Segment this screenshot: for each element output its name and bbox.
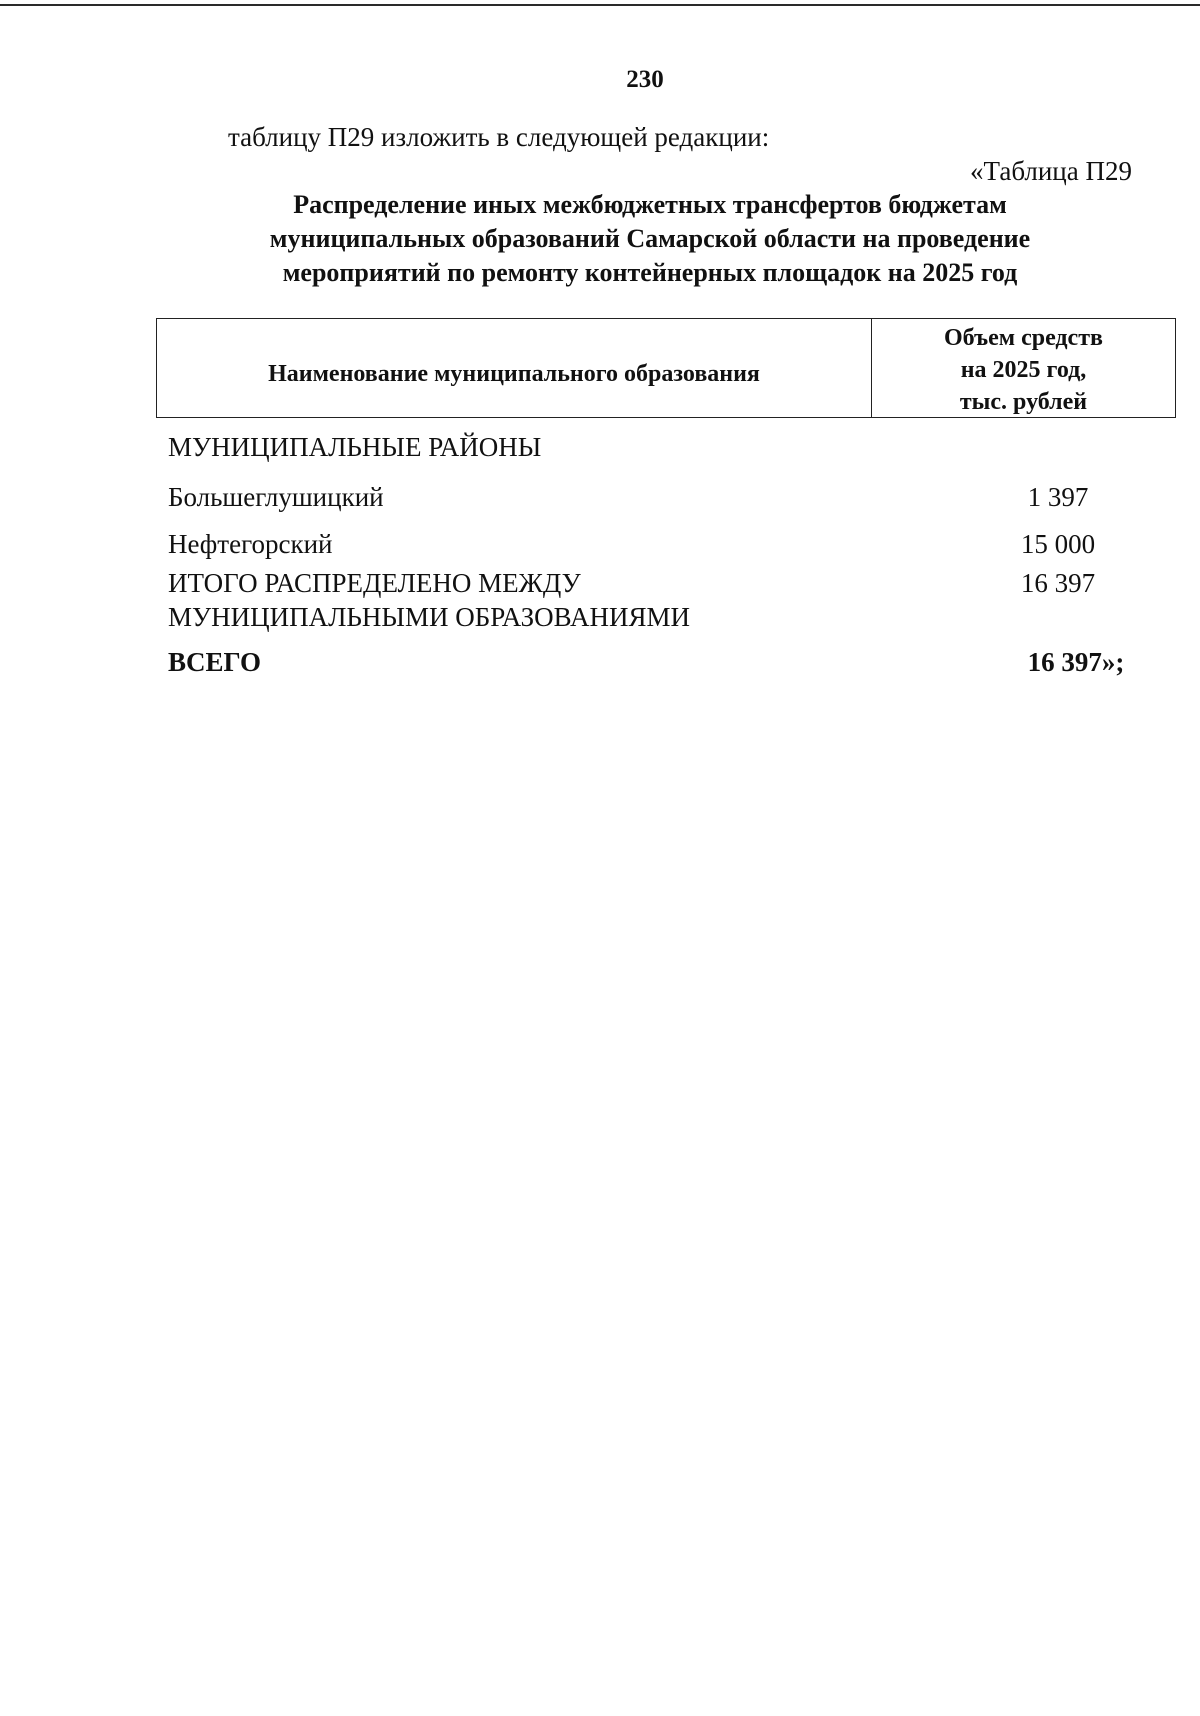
header-volume-line: Объем средств	[944, 325, 1103, 351]
header-volume-column	[872, 319, 1175, 417]
section-heading-label: МУНИЦИПАЛЬНЫЕ РАЙОНЫ	[168, 432, 542, 462]
document-title	[140, 188, 1160, 290]
total-name: ВСЕГО	[168, 647, 262, 677]
total-value: 16 397»;	[1027, 647, 1125, 677]
subtotal-name-line: МУНИЦИПАЛЬНЫМИ ОБРАЗОВАНИЯМИ	[168, 602, 690, 632]
subtotal-value: 16 397	[1020, 568, 1096, 598]
page-number: 230	[626, 66, 664, 93]
intro-text: таблицу П29 изложить в следующей редакции:	[228, 122, 770, 152]
row-value: 15 000	[1020, 529, 1096, 559]
row-name: Большеглушицкий	[168, 482, 384, 512]
title-line: муниципальных образований Самарской области на проведение	[269, 224, 1031, 253]
title-line: Распределение иных межбюджетных трансфертов бюджетам	[293, 190, 1007, 219]
top-rule	[0, 4, 1200, 6]
table-header	[156, 318, 1176, 418]
table-reference: «Таблица П29	[970, 156, 1132, 186]
header-volume-line: тыс. рублей	[959, 389, 1088, 415]
row-name: Нефтегорский	[168, 529, 333, 559]
header-volume-line: на 2025 год,	[960, 357, 1087, 383]
header-name-column: Наименование муниципального образования	[157, 319, 872, 417]
subtotal-name-line: ИТОГО РАСПРЕДЕЛЕНО МЕЖДУ	[168, 568, 581, 598]
row-value: 1 397	[1027, 482, 1089, 512]
title-line: мероприятий по ремонту контейнерных площадок на 2025 год	[282, 258, 1018, 287]
subtotal-name	[168, 566, 690, 634]
